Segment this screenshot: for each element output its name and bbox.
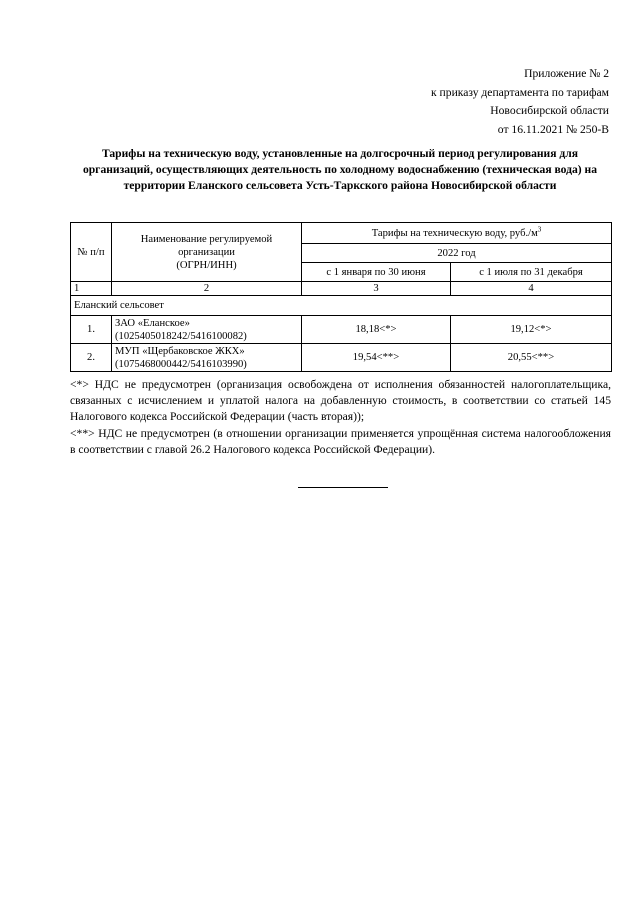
header-org-name: Наименование регулируемой организации [140, 233, 273, 258]
appendix-block [431, 65, 609, 139]
header-period-2: с 1 июля по 31 декабря [451, 263, 612, 282]
footnote-1: <*> НДС не предусмотрен (организация освобождена от исполнения обязанностей налогоплательщика, связанных с исчислением и уплатой налога на добавленную стоимость, в соответствии со статьей 145 Налогового кодекса Российской Федерации (часть вторая)); [70, 378, 611, 424]
col-number: 2 [112, 282, 302, 296]
row-tariff-2: 19,12<*> [451, 316, 612, 344]
row-org-name: МУП «Щербаковское ЖКХ» [115, 345, 245, 357]
row-org [112, 344, 302, 372]
col-number: 4 [451, 282, 612, 296]
table-row [71, 316, 612, 344]
row-tariff-2: 20,55<**> [451, 344, 612, 372]
header-tariffs [302, 223, 612, 244]
appendix-order-ref: к приказу департамента по тарифам [431, 85, 609, 99]
document-title: Тарифы на техническую воду, установленные на долгосрочный период регулирования для организаций, осуществляющих деятельность по холодному водоснабжению (техническая вода) на территории Еланского сельсовета Усть-Таркского района Новосибирской области [82, 147, 598, 192]
section-row [71, 296, 612, 316]
end-divider [298, 487, 388, 488]
header-num: № п/п [71, 223, 112, 282]
header-period-1: с 1 января по 30 июня [302, 263, 451, 282]
row-org [112, 316, 302, 344]
appendix-date: от 16.11.2021 № 250-В [497, 122, 609, 136]
header-org [112, 223, 302, 282]
header-tariffs-label: Тарифы на техническую воду, руб./м [371, 227, 538, 239]
footnotes [70, 377, 611, 458]
header-org-ids: (ОГРН/ИНН) [176, 259, 237, 271]
col-number: 1 [71, 282, 112, 296]
table-row [71, 344, 612, 372]
section-title: Еланский сельсовет [71, 296, 612, 316]
header-year: 2022 год [302, 244, 612, 263]
appendix-number: Приложение № 2 [524, 67, 609, 80]
row-num: 1. [71, 316, 112, 344]
row-tariff-1: 18,18<*> [302, 316, 451, 344]
col-number: 3 [302, 282, 451, 296]
column-number-row [71, 282, 612, 296]
footnote-2: <**> НДС не предусмотрен (в отношении организации применяется упрощённая система налогообложения в соответствии с главой 26.2 Налогового кодекса Российской Федерации). [70, 426, 611, 456]
header-tariffs-unit-sup: 3 [537, 224, 542, 233]
row-org-ids: (1075468000442/5416103990) [115, 358, 247, 370]
row-tariff-1: 19,54<**> [302, 344, 451, 372]
tariffs-table [70, 222, 612, 372]
row-org-ids: (1025405018242/5416100082) [115, 330, 247, 342]
row-num: 2. [71, 344, 112, 372]
table-header-row [71, 223, 612, 244]
appendix-region: Новосибирской области [490, 104, 609, 117]
row-org-name: ЗАО «Еланское» [115, 317, 190, 329]
